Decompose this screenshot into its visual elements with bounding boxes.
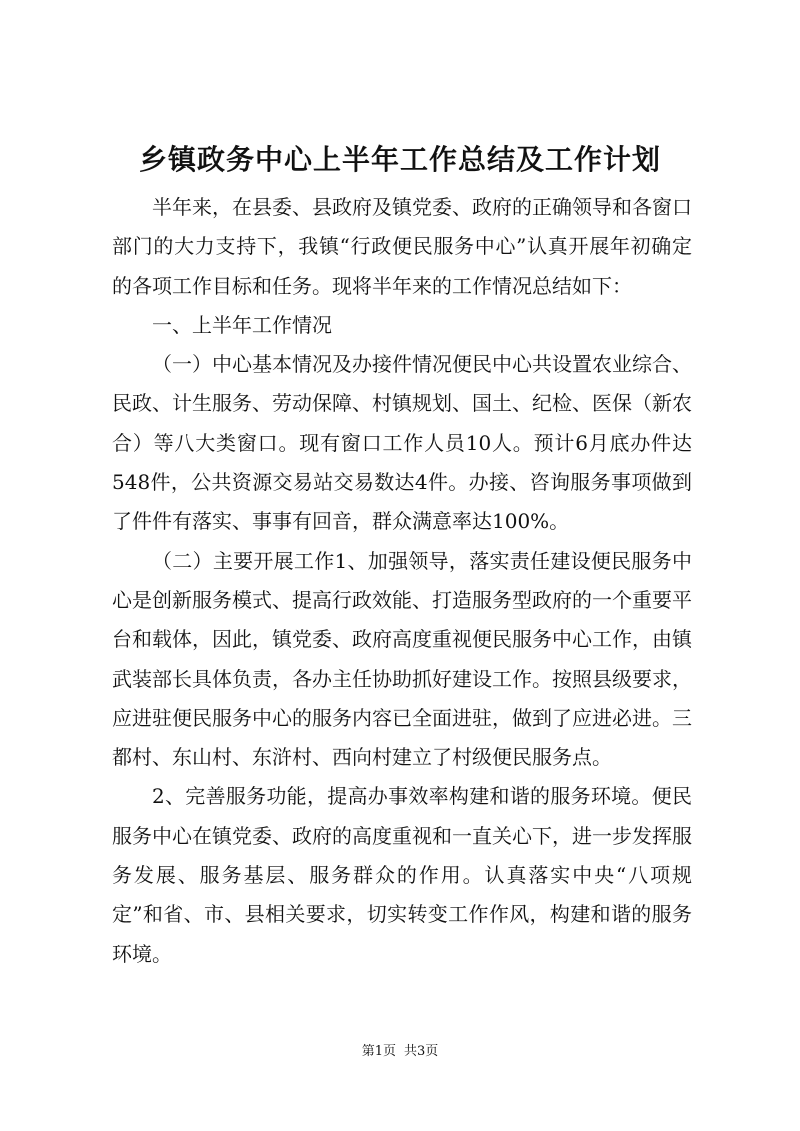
paragraph-basic-situation: （一）中心基本情况及办接件情况便民中心共设置农业综合、民政、计生服务、劳动保障、村镇规划、国土、纪检、医保（新农合）等八大类窗口。现有窗口工作人员10人。预计6月底办件达548件，公共资源交易站交易数达4件。办接、咨询服务事项做到了件件有落实、事事有回音，群众满意率达100%。 xyxy=(112,352,692,534)
paragraph-intro: 半年来，在县委、县政府及镇党委、政府的正确领导和各窗口部门的大力支持下，我镇“行政便民服务中心”认真开展年初确定的各项工作目标和任务。现将半年来的工作情况总结如下： xyxy=(112,195,692,298)
paragraph-main-work: （二）主要开展工作1、加强领导，落实责任建设便民服务中心是创新服务模式、提高行政效能、打造服务型政府的一个重要平台和载体，因此，镇党委、政府高度重视便民服务中心工作，由镇武装部长具体负责，各办主任协助抓好建设工作。按照县级要求，应进驻便民服务中心的服务内容已全面进驻，做到了应进必进。三都村、东山村、东浒村、西向村建立了村级便民服务点。 xyxy=(112,548,692,770)
document-title: 乡镇政务中心上半年工作总结及工作计划 xyxy=(138,143,661,176)
page-number: 第1页 xyxy=(361,1044,396,1059)
document-body xyxy=(112,188,692,974)
paragraph-service-function: 2、完善服务功能，提高办事效率构建和谐的服务环境。便民服务中心在镇党委、政府的高度重视和一直关心下，进一步发挥服务发展、服务基层、服务群众的作用。认真落实中央“八项规定”和省、市、县相关要求，切实转变工作作风，构建和谐的服务环境。 xyxy=(112,784,692,966)
section-heading: 一、上半年工作情况 xyxy=(152,312,332,337)
page-footer xyxy=(0,1043,800,1061)
page-total: 共3页 xyxy=(404,1044,439,1059)
